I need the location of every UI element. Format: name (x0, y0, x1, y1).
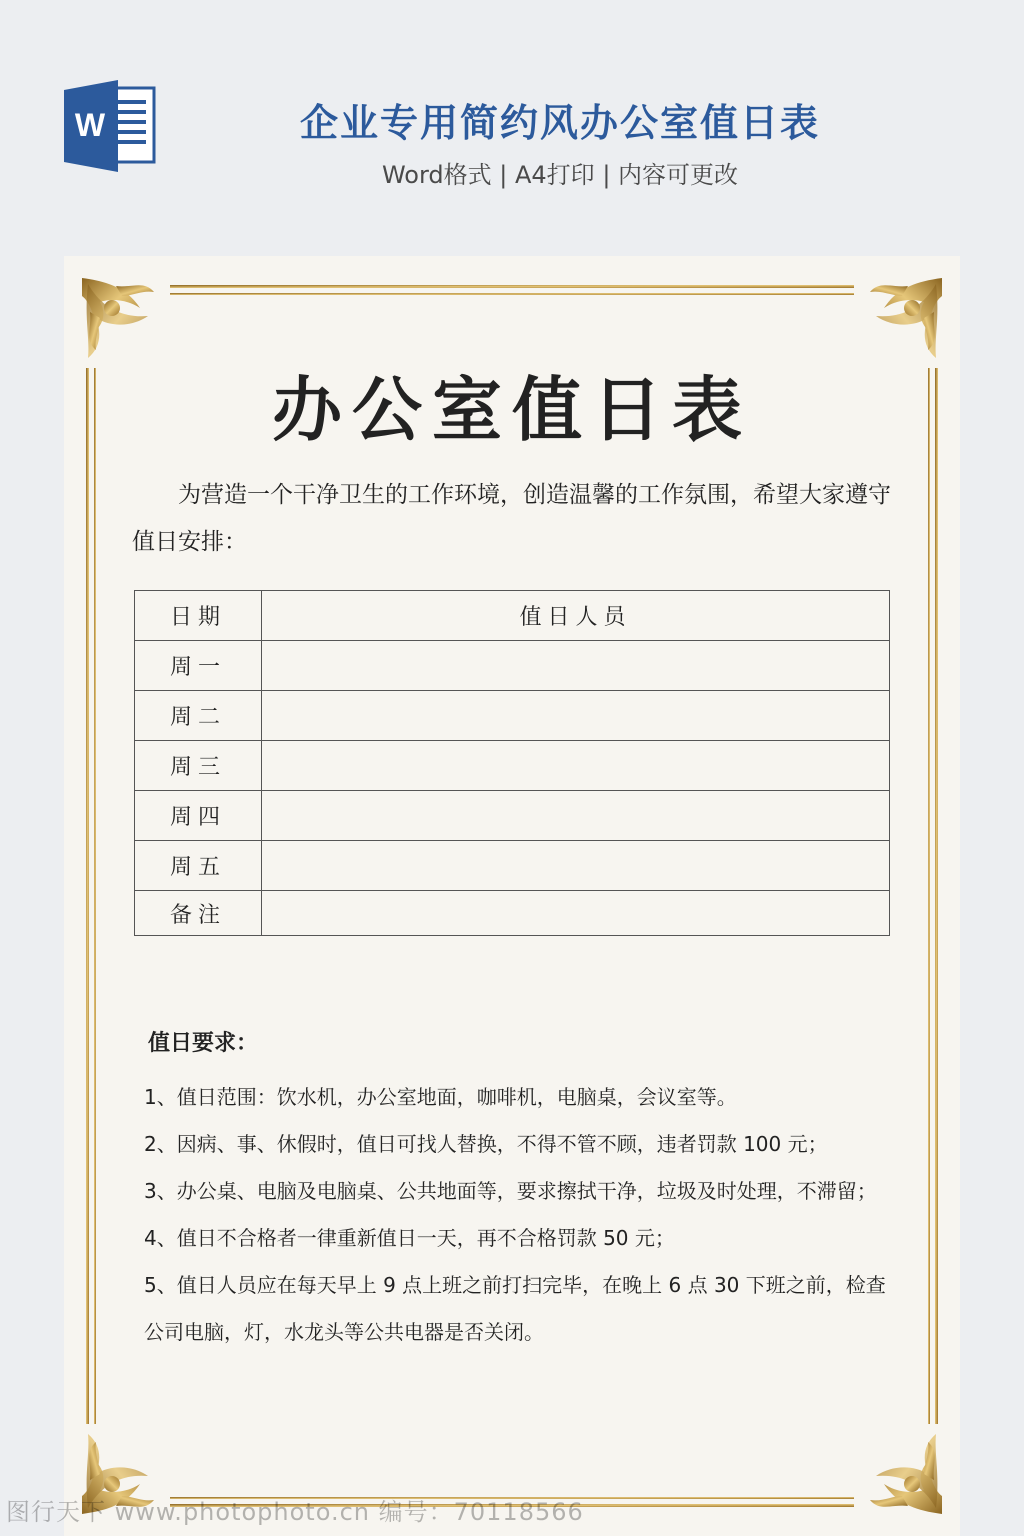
requirements-title: 值日要求： (148, 1031, 259, 1056)
person-cell[interactable] (262, 641, 890, 691)
watermark: 图行天下 www.photophoto.cn 编号：70118566 (6, 1498, 584, 1526)
requirement-item: 1、值日范围：饮水机，办公室地面，咖啡机，电脑桌，会议室等。 (144, 1085, 737, 1109)
header-person: 值日人员 (262, 591, 890, 641)
remarks-value-cell[interactable] (262, 891, 890, 936)
requirement-item: 4、值日不合格者一律重新值日一天，再不合格罚款 50 元； (144, 1226, 675, 1250)
day-cell: 周一 (135, 641, 262, 691)
table-row (135, 741, 890, 791)
person-cell[interactable] (262, 791, 890, 841)
person-cell[interactable] (262, 741, 890, 791)
table-row (135, 641, 890, 691)
table-row (135, 691, 890, 741)
requirement-item: 2、因病、事、休假时，值日可找人替换，不得不管不顾，违者罚款 100 元； (144, 1132, 828, 1156)
person-cell[interactable] (262, 841, 890, 891)
header-date: 日期 (135, 591, 262, 641)
word-document-icon (62, 80, 158, 172)
day-cell: 周四 (135, 791, 262, 841)
template-subtitle: Word格式 | A4打印 | 内容可更改 (381, 161, 739, 189)
day-cell: 周三 (135, 741, 262, 791)
corner-ornament (870, 1434, 942, 1514)
remarks-cell: 备注 (135, 891, 262, 936)
day-cell: 周二 (135, 691, 262, 741)
document-title: 办公室值日表 (272, 369, 752, 451)
requirement-item: 3、办公桌、电脑及电脑桌、公共地面等，要求擦拭干净，垃圾及时处理，不滞留； (144, 1179, 877, 1203)
word-logo-letter: W (74, 107, 106, 143)
person-cell[interactable] (262, 691, 890, 741)
table-header-row (135, 591, 890, 641)
template-title: 企业专用简约风办公室值日表 (299, 101, 820, 145)
intro-paragraph: 为营造一个干净卫生的工作环境，创造温馨的工作氛围，希望大家遵守值日安排： (132, 482, 891, 555)
document-sheet (64, 256, 960, 1536)
day-cell: 周五 (135, 841, 262, 891)
table-row (135, 791, 890, 841)
duty-table (134, 590, 890, 936)
template-header (0, 0, 1024, 250)
requirement-item: 5、值日人员应在每天早上 9 点上班之前打扫完毕，在晚上 6 点 30 下班之前，检查公司电脑，灯，水龙头等公共电器是否关闭。 (144, 1273, 886, 1344)
table-row (135, 891, 890, 936)
corner-ornament (870, 278, 942, 358)
requirements-list (144, 1074, 892, 1356)
table-row (135, 841, 890, 891)
corner-ornament (82, 278, 154, 358)
